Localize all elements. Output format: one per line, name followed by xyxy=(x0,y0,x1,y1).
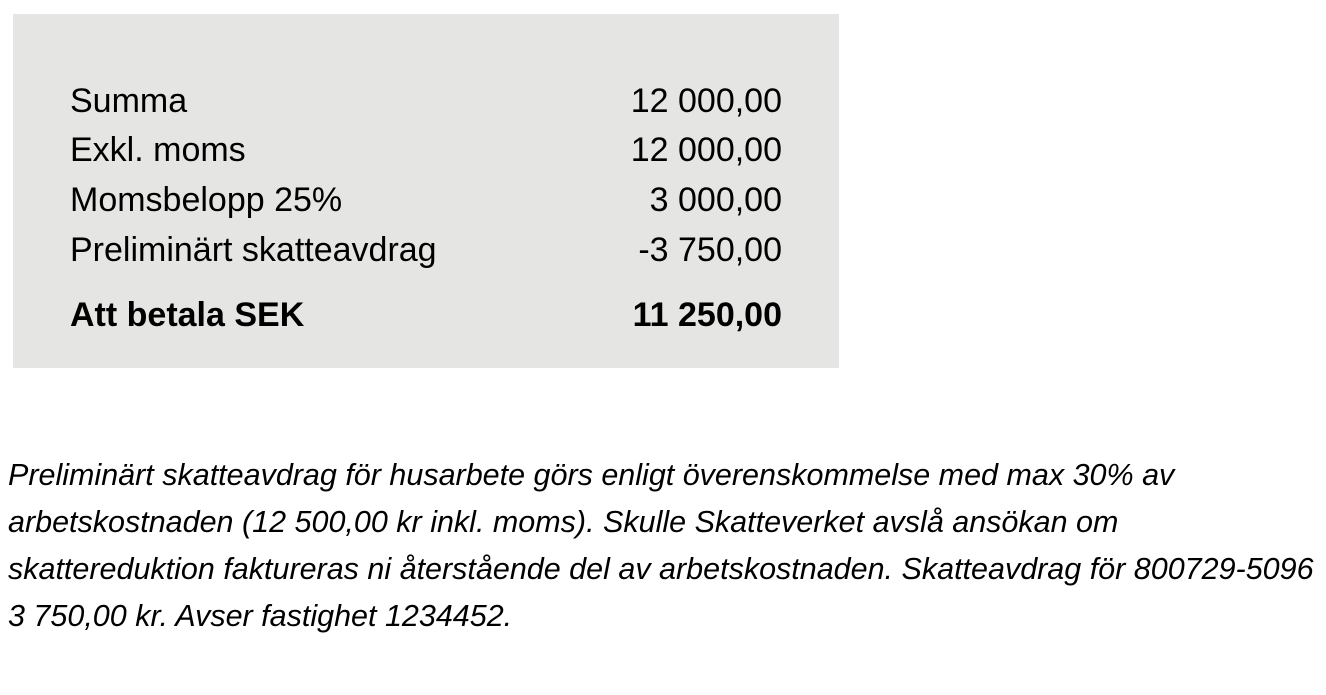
summary-row-label: Exkl. moms xyxy=(70,131,246,169)
summary-row-label: Preliminärt skatteavdrag xyxy=(70,231,437,269)
summary-row-total xyxy=(70,293,782,337)
summary-row-value: 12 000,00 xyxy=(630,82,782,120)
summary-row-value: 3 000,00 xyxy=(649,181,782,219)
summary-row-value: -3 750,00 xyxy=(638,231,782,269)
summary-row-label: Summa xyxy=(70,82,188,120)
summary-row-value: 12 000,00 xyxy=(630,131,782,169)
summary-row-momsbelopp xyxy=(70,178,782,222)
summary-row-label: Momsbelopp 25% xyxy=(70,181,343,219)
total-value: 11 250,00 xyxy=(632,296,782,334)
summary-row-summa xyxy=(70,79,782,123)
tax-deduction-note: Preliminärt skatteavdrag för husarbete görs enligt överenskommelse med max 30% av arbetskostnaden (12 500,00 kr inkl. moms). Skulle Skatteverket avslå ansökan om skattereduktion faktureras ni återstående del av arbetskostnaden. Skatteavdrag för 800729-5096 3 750,00 kr. Avser fastighet 1234452. xyxy=(8,458,1314,633)
total-label: Att betala SEK xyxy=(70,296,305,334)
summary-row-skatteavdrag xyxy=(70,228,782,272)
summary-row-exkl-moms xyxy=(70,128,782,172)
invoice-summary-box xyxy=(13,14,839,368)
